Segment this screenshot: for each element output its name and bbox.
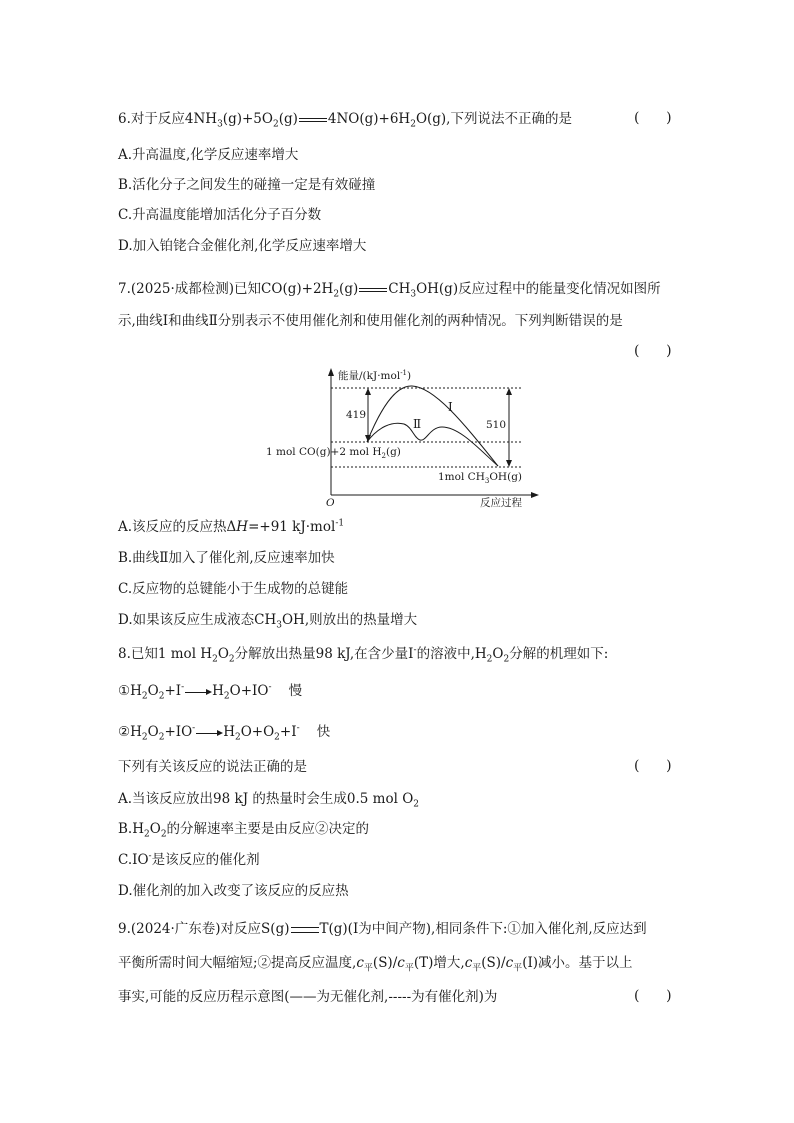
reversible-arrow-icon (290, 925, 320, 935)
curve-2-label: Ⅱ (413, 417, 422, 431)
q6-option-b: B.活化分子之间发生的碰撞一定是有效碰撞 (118, 177, 376, 193)
equilibrium-sign-icon (298, 115, 328, 125)
q8-option-a: A.当该反应放出98 kJ 的热量时会生成0.5 mol $O_2$ (118, 791, 419, 810)
value-510: 510 (486, 419, 507, 431)
q9-stem-line1: 9.(2024·广东卷)对反应S(g) T(g)(I为中间产物),相同条件下:①加入催化剂,反应达到 (118, 921, 647, 937)
q8-answer-paren: ( ) (634, 758, 672, 774)
equilibrium-sign-icon (358, 285, 388, 295)
origin-label: O (326, 497, 335, 509)
q6-answer-paren: ( ) (634, 110, 672, 126)
y-axis-label: 能量/(kJ·mol$^{-1}$) (338, 369, 412, 382)
reaction-arrow-icon (195, 728, 223, 738)
q6-option-d: D.加入铂铑合金催化剂,化学反应速率增大 (118, 238, 367, 254)
q7-stem-line2: 示,曲线Ⅰ和曲线Ⅱ分别表示不使用催化剂和使用催化剂的两种情况。下列判断错误的是 (118, 313, 623, 329)
q7-option-a: A.该反应的反应热ΔH=+91 kJ·mol$^{-1}$ (118, 518, 345, 535)
x-axis-arrowhead (531, 492, 539, 498)
q8-stem: 8.已知1 mol $H_2O_2$分解放出热量98 kJ,在含少量I-的溶液中$,H_2O_2$分解的机理如下: (118, 645, 609, 665)
curve-1-label: Ⅰ (448, 400, 453, 414)
product-label: 1mol $CH_3OH(g)$ (438, 471, 523, 485)
y-axis-arrowhead (328, 368, 334, 376)
q7-option-d: D.如果该反应生成液态$CH_3OH$,则放出的热量增大 (118, 612, 418, 631)
reaction-arrow-icon (184, 687, 212, 697)
value-419: 419 (346, 409, 367, 421)
x-axis-label: 反应过程 (480, 497, 522, 509)
q7-option-b: B.曲线Ⅱ加入了催化剂,反应速率加快 (118, 550, 335, 566)
q7-answer-paren: ( ) (634, 343, 672, 359)
q8-mechanism-step-2: $②H_2O_2+IO^-$ $H_2O+O_2+I^-$ 快 (118, 723, 331, 743)
q8-option-c: C.IO-是该反应的催化剂 (118, 851, 260, 868)
q8-mechanism-step-1: $①H_2O_2+I^-$ $H_2O+IO^-$ 慢 (118, 682, 303, 702)
reactants-label: 1 mol CO(g)+2 mol $H_2(g)$ (266, 446, 401, 460)
curve-2 (367, 423, 498, 466)
q7-stem-line1: 7.(2025·成都检测)已知$CO(g)+2H_2(g)$ $CH_3OH(g)$反应过程中的能量变化情况如图所 (118, 281, 661, 300)
q7-option-c: C.反应物的总键能小于生成物的总键能 (118, 581, 349, 597)
q9-stem-line2: 平衡所需时间大幅缩短;②提高反应温度$,c_平(S)/c_平(T)$增大$,c_平(S)/c_平(I)$减小。基于以上 (118, 955, 633, 974)
q9-answer-paren: ( ) (634, 988, 672, 1004)
q8-question: 下列有关该反应的说法正确的是 (118, 759, 307, 775)
q8-option-b: $B.H_2O_2$的分解速率主要是由反应②决定的 (118, 821, 370, 840)
q9-stem-line3: 事实,可能的反应历程示意图(——为无催化剂,-----为有催化剂)为 (118, 989, 498, 1005)
q6-option-a: A.升高温度,化学反应速率增大 (118, 147, 299, 163)
q6-option-c: C.升高温度能增加活化分子百分数 (118, 207, 322, 223)
q6-stem: 6.对于反应$4NH_3(g)+5O_2(g)$ $4NO(g)+6H_2O(g)$,下列说法不正确的是 (118, 111, 572, 130)
energy-profile-figure (260, 365, 540, 510)
q8-option-d: D.催化剂的加入改变了该反应的反应热 (118, 883, 349, 899)
